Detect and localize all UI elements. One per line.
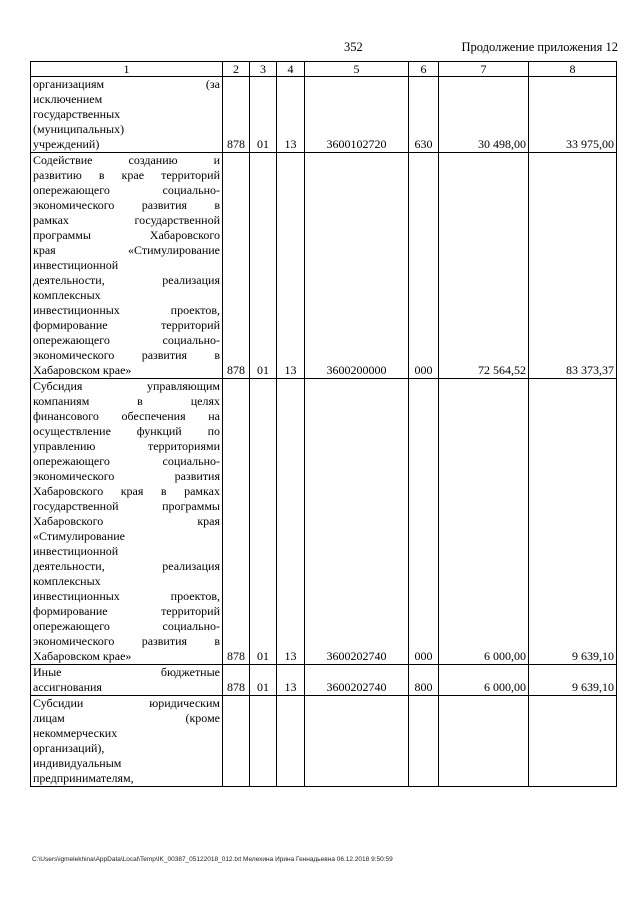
table-row — [31, 153, 617, 379]
cell-amount-2020: 33 975,00 — [529, 77, 617, 153]
column-header: 2 — [223, 62, 250, 77]
description-line: «Стимулирование — [33, 529, 125, 543]
description-line: исключением — [33, 92, 103, 106]
cell-admin-code — [223, 696, 250, 787]
description-line: опережающего социально- — [33, 619, 220, 633]
description-line: учреждений) — [33, 137, 100, 151]
cell-expense-type: 000 — [409, 153, 439, 379]
description-line: деятельности, реализация — [33, 273, 220, 287]
cell-amount-2020: 83 373,37 — [529, 153, 617, 379]
page-number: 352 — [344, 40, 363, 54]
description-line: формирование территорий — [33, 604, 220, 618]
description-line: некоммерческих — [33, 726, 118, 740]
description-line: ассигнования — [33, 680, 102, 694]
description-line: осуществление функций по — [33, 424, 220, 438]
cell-subsection: 13 — [277, 665, 305, 696]
description-line: края «Стимулирование — [33, 243, 220, 257]
cell-subsection: 13 — [277, 77, 305, 153]
description-line: финансового обеспечения на — [33, 409, 220, 423]
table-row — [31, 77, 617, 153]
description-line: экономического развития в — [33, 198, 220, 212]
cell-expense-type: 800 — [409, 665, 439, 696]
description-line: организациям (за — [33, 77, 220, 91]
description-line: Содействие созданию и — [33, 153, 220, 167]
description-line: инвестиционной — [33, 258, 119, 272]
cell-admin-code: 878 — [223, 665, 250, 696]
row-description — [31, 665, 223, 696]
cell-section: 01 — [250, 665, 277, 696]
description-line: формирование территорий — [33, 318, 220, 332]
column-header: 1 — [31, 62, 223, 77]
table-row — [31, 696, 617, 787]
description-line: (муниципальных) — [33, 122, 125, 136]
description-line: государственных — [33, 107, 121, 121]
description-line: развитию в крае территорий — [33, 168, 220, 182]
description-line: предпринимателям, — [33, 771, 134, 785]
description-line: государственной программы — [33, 499, 220, 513]
description-line: управлению территориями — [33, 439, 220, 453]
cell-expense-type: 630 — [409, 77, 439, 153]
column-header: 8 — [529, 62, 617, 77]
description-line: опережающего социально- — [33, 454, 220, 468]
cell-target-article: 3600202740 — [305, 665, 409, 696]
cell-subsection: 13 — [277, 379, 305, 665]
cell-expense-type: 000 — [409, 379, 439, 665]
description-line: Субсидии юридическим — [33, 696, 220, 710]
cell-amount-2020: 9 639,10 — [529, 379, 617, 665]
description-line: экономического развития — [33, 469, 220, 483]
row-description — [31, 696, 223, 787]
description-line: компаниям в целях — [33, 394, 220, 408]
column-header: 4 — [277, 62, 305, 77]
cell-expense-type — [409, 696, 439, 787]
column-header: 7 — [439, 62, 529, 77]
cell-amount-2019: 72 564,52 — [439, 153, 529, 379]
description-line: экономического развития в — [33, 348, 220, 362]
description-line: опережающего социально- — [33, 183, 220, 197]
cell-amount-2019: 6 000,00 — [439, 379, 529, 665]
cell-amount-2020 — [529, 696, 617, 787]
cell-section: 01 — [250, 153, 277, 379]
continuation-label: Продолжение приложения 12 — [461, 40, 618, 54]
description-line: организаций), — [33, 741, 105, 755]
cell-subsection: 13 — [277, 153, 305, 379]
description-line: Хабаровском крае» — [33, 649, 132, 663]
cell-amount-2020: 9 639,10 — [529, 665, 617, 696]
description-line: Хабаровского края в рамках — [33, 484, 220, 498]
description-line: экономического развития в — [33, 634, 220, 648]
description-line: деятельности, реализация — [33, 559, 220, 573]
description-line: инвестиционных проектов, — [33, 303, 220, 317]
cell-target-article: 3600200000 — [305, 153, 409, 379]
description-line: Иные бюджетные — [33, 665, 220, 679]
description-line: инвестиционной — [33, 544, 119, 558]
description-line: лицам (кроме — [33, 711, 220, 725]
description-line: комплексных — [33, 288, 101, 302]
file-path-footer: C:\Users\igmelekhina\AppData\Local\Temp\IK_00387_05122018_012.txt Мелехина Ирина Геннадьевна 06.12.2018 9:50:59 — [32, 856, 393, 863]
description-line: рамках государственной — [33, 213, 220, 227]
cell-target-article — [305, 696, 409, 787]
description-line: индивидуальным — [33, 756, 122, 770]
description-line: Хабаровском крае» — [33, 363, 132, 377]
cell-admin-code: 878 — [223, 153, 250, 379]
description-line: программы Хабаровского — [33, 228, 220, 242]
cell-target-article: 3600202740 — [305, 379, 409, 665]
column-header: 5 — [305, 62, 409, 77]
description-line: Хабаровского края — [33, 514, 220, 528]
row-description — [31, 153, 223, 379]
cell-admin-code: 878 — [223, 379, 250, 665]
description-line: инвестиционных проектов, — [33, 589, 220, 603]
cell-section — [250, 696, 277, 787]
cell-admin-code: 878 — [223, 77, 250, 153]
cell-amount-2019: 30 498,00 — [439, 77, 529, 153]
cell-subsection — [277, 696, 305, 787]
cell-section: 01 — [250, 379, 277, 665]
cell-target-article: 3600102720 — [305, 77, 409, 153]
row-description — [31, 77, 223, 153]
budget-table — [30, 61, 617, 787]
table-header-row — [31, 62, 617, 77]
description-line: комплексных — [33, 574, 101, 588]
table-row — [31, 379, 617, 665]
table-row — [31, 665, 617, 696]
row-description — [31, 379, 223, 665]
cell-amount-2019: 6 000,00 — [439, 665, 529, 696]
description-line: опережающего социально- — [33, 333, 220, 347]
cell-amount-2019 — [439, 696, 529, 787]
cell-section: 01 — [250, 77, 277, 153]
description-line: Субсидия управляющим — [33, 379, 220, 393]
column-header: 3 — [250, 62, 277, 77]
column-header: 6 — [409, 62, 439, 77]
